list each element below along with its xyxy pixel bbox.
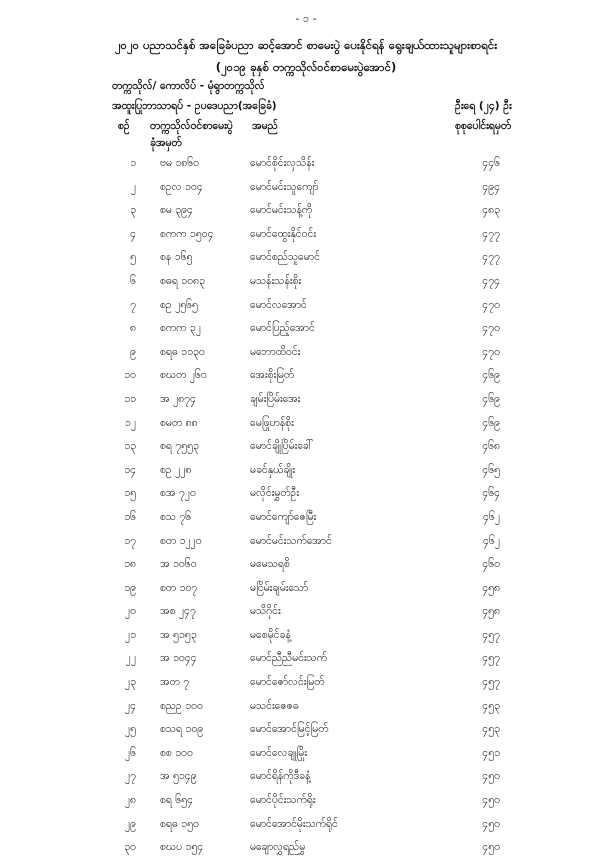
roll-number: စသရ ၁၀၉: [160, 723, 204, 736]
roll-number: အတ ၇: [160, 676, 190, 689]
total-score: ၄၅၃: [482, 699, 500, 712]
row-number: ၁၈: [124, 558, 136, 571]
table-row: [0, 509, 612, 533]
total-score: ၄၇၀: [482, 345, 500, 358]
student-name: မောင်စိုင်းလှသိန်း: [250, 157, 315, 169]
roll-number: စစ ၁၀၀: [160, 746, 193, 759]
total-score: ၄၅၀: [482, 817, 500, 830]
row-number: ၂၄: [124, 699, 136, 712]
document-subtitle: (၂၀၁၉ ခုနှစ် တက္ကသိုလ်ဝင်စာမေးပွဲအောင်): [215, 60, 397, 74]
total-score: ၄၆၅: [482, 463, 500, 476]
row-number: ၂၁: [124, 628, 136, 641]
row-number: ၂၅: [124, 723, 136, 736]
total-score: ၄၅၁: [482, 746, 500, 759]
total-score: ၄၆၄: [482, 487, 500, 500]
table-row: [0, 367, 612, 391]
row-number: ၂၃: [124, 676, 136, 689]
row-number: ၁၃: [124, 440, 136, 453]
roll-number: စရဓ ၁၅၀: [160, 817, 199, 830]
student-name: မောင်မင်းသူကျော်: [250, 180, 319, 193]
roll-number: စရ ၆၅၄: [160, 794, 193, 807]
row-number: ၁၅: [124, 487, 136, 500]
student-name: မချောလွှရည်မွှ: [250, 841, 306, 854]
total-score: ၄၅၈: [482, 605, 500, 618]
roll-number: စမတ ၈၈: [160, 416, 198, 429]
roll-number: စတ ၁၀၇: [160, 581, 198, 594]
roll-number: အ ၅၁၄၉: [160, 770, 197, 783]
table-row: [0, 674, 612, 698]
table-row: [0, 415, 612, 439]
row-number: ၆: [130, 274, 136, 287]
table-row: [0, 698, 612, 722]
table-row: [0, 391, 612, 415]
total-score: ၄၅၃: [482, 723, 500, 736]
total-score: ၄၇၇: [482, 227, 500, 240]
table-row: [0, 533, 612, 557]
column-header-total: စုစုပေါင်းရမှတ်: [455, 120, 512, 132]
table-row: [0, 462, 612, 486]
column-header-name: အမည်: [252, 120, 278, 132]
total-score: ၄၆၉: [482, 369, 500, 382]
total-score: ၄၅၀: [482, 794, 500, 807]
row-number: ၅: [130, 251, 136, 264]
roll-number: စဃပ ၁၅၄: [160, 841, 204, 854]
table-row: [0, 202, 612, 226]
row-number: ၁၆: [124, 510, 136, 523]
student-name: မသိဂိုင်း: [250, 605, 281, 618]
roll-number: အ ၁၀၆၀: [160, 558, 197, 571]
table-row: [0, 226, 612, 250]
student-name: မောင်ဇော်လင်းမြတ်: [250, 676, 325, 689]
roll-number: အ ၁၀၄၄: [160, 652, 197, 665]
results-table: [0, 155, 612, 863]
row-number: ၃၀: [124, 841, 136, 854]
total-score: ၄၆၂: [483, 534, 500, 547]
row-number: ၂: [130, 180, 136, 193]
student-name: မမေသရစိ: [250, 558, 290, 571]
column-header-roll: တက္ကသိုလ်ဝင်စာမေးပွဲ: [150, 120, 233, 132]
total-score: ၄၇၇: [482, 251, 500, 264]
roll-number: စကက ၃၂: [160, 322, 201, 335]
row-number: ၂၇: [124, 770, 136, 783]
row-number: ၄: [130, 227, 136, 240]
row-number: ၁၉: [124, 581, 136, 594]
roll-number: အစ ၂၄၇: [160, 605, 196, 618]
student-name: မောင်လအောင်: [250, 298, 307, 311]
column-header-roll-line2: ခုံအမှတ်: [150, 137, 182, 149]
roll-number: စအ ၇၂၀: [160, 487, 196, 500]
student-name: မစေမိုင်ခနံ့: [250, 628, 291, 641]
total-score: ၄၅၇: [482, 652, 500, 665]
roll-number: စကက ၁၅၀၄: [160, 227, 214, 240]
row-number: ၁: [130, 157, 136, 169]
row-number: ၂၆: [124, 746, 136, 759]
student-name: မသင်းဇေဇဓ: [250, 699, 299, 712]
student-name: မောင်ညီညီမင်းသက်: [250, 652, 328, 665]
row-number: ၃: [130, 204, 136, 217]
roll-number: ဗမ ၁၈၆၀: [160, 157, 200, 169]
total-score: ၄၄၆: [482, 157, 500, 169]
table-row: [0, 627, 612, 651]
table-row: [0, 179, 612, 203]
table-row: [0, 580, 612, 604]
table-row: [0, 839, 612, 863]
row-number: ၂၀: [124, 605, 136, 618]
student-name: မောင်ပြည့်အောင်: [250, 322, 315, 335]
table-row: [0, 249, 612, 273]
table-row: [0, 485, 612, 509]
row-number: ၈: [130, 322, 136, 335]
student-name: မောင်မင်းသန့်ကို: [250, 204, 313, 217]
table-row: [0, 273, 612, 297]
student-name: မောင်ချိုပြိမ်းခေါ်: [250, 440, 314, 453]
total-score: ၄၆၂: [483, 510, 500, 523]
total-score: ၄၆၈: [482, 440, 500, 453]
table-row: [0, 792, 612, 816]
row-number: ၁၇: [124, 534, 136, 547]
table-row: [0, 603, 612, 627]
total-score: ၄၅၀: [482, 841, 500, 854]
student-name: မောင်မင်းသက်အောင်: [250, 534, 332, 547]
total-score: ၄၇၀: [482, 298, 500, 311]
roll-number: စညဥ ၁၀၀: [160, 699, 203, 712]
student-name: မေဖြုဟန်စိုး: [250, 416, 294, 429]
row-number: ၂၂: [125, 652, 136, 665]
roll-number: စရဓ ၁၁၃၀: [160, 345, 205, 358]
roll-number: စဥလ ၁၀၄: [160, 180, 203, 193]
row-number: ၉: [130, 345, 136, 358]
student-name: ချမ်းပြိမ်းအေး: [250, 392, 301, 405]
total-score: ၄၅၇: [482, 628, 500, 641]
row-number: ၂၉: [124, 817, 136, 830]
total-score: ၄၆၉: [482, 392, 500, 405]
table-row: [0, 556, 612, 580]
row-number: ၇: [130, 298, 136, 311]
table-row: [0, 768, 612, 792]
total-score: ၄၈၃: [482, 204, 500, 217]
roll-number: စတ ၁၂၂၀: [160, 534, 202, 547]
total-score: ၄၅၀: [482, 770, 500, 783]
student-name: မဘောထိဝင်း: [250, 345, 301, 358]
table-row: [0, 320, 612, 344]
roll-number: စရ ၇၅၅၃: [160, 440, 199, 453]
total-score: ၄၇၄: [482, 274, 500, 287]
student-name: မလိုင်းမွှတ်ဦး: [250, 487, 300, 500]
student-name: မောင်စည်သူမောင်: [250, 251, 320, 264]
total-score: ၄၇၀: [482, 322, 500, 335]
roll-number: အ ၂၈၇၄: [160, 392, 196, 405]
student-name: မောင်အောင်မိုးသက်ရိုင်: [250, 817, 338, 830]
table-row: [0, 650, 612, 674]
total-score: ၄၅၈: [482, 581, 500, 594]
student-name: မောင်ကျော်ဇေမြီး: [250, 510, 317, 523]
table-row: [0, 297, 612, 321]
student-name: အေးစိုးမြတ်: [250, 369, 295, 382]
table-row: [0, 816, 612, 840]
roll-number: စသ ၇၆: [160, 510, 192, 523]
student-name: မောင်ရိန်ကိုဒီခနံ့: [250, 770, 311, 783]
column-header-number: စဉ်: [118, 120, 130, 132]
roll-number: စန ၁၆၅: [160, 251, 193, 264]
roll-number: စဃတ ၂၆၀: [160, 369, 207, 382]
table-row: [0, 745, 612, 769]
table-row: [0, 721, 612, 745]
specialization-label: အထူးပြုဘာသာရပ် - ဥပဒေပညာ(အခြေခံ): [112, 100, 277, 112]
university-label: တက္ကသိုလ်/ ကောလိပ် - မုံရွာတက္ကသိုလ်: [112, 80, 265, 92]
student-name: မသန်းသန်းစိုး: [250, 274, 302, 287]
student-name: မခင်နှယ်ချိုး: [250, 463, 296, 476]
total-score: ၄၉၄: [482, 180, 500, 193]
roll-number: စဥ ၂၅၆၅: [160, 298, 198, 311]
table-row: [0, 438, 612, 462]
row-number: ၁၄: [124, 463, 136, 476]
document-title: ၂၀၂၀ ပညာသင်နှစ် အခြေခံပညာ ဆင့်အောင် စာမေးပွဲ ပေးနိုင်ရန် ရွေးချယ်ထားသူများစာရင်း: [114, 38, 498, 52]
student-name: မောင်ပိုင်းသက်ရိုး: [250, 794, 316, 807]
student-name: မောင်ထွေးနိုင်ဝင်း: [250, 227, 316, 240]
row-number: ၁၂: [124, 416, 136, 429]
roll-number: စမ ၃၉၄: [160, 204, 193, 217]
row-number: ၂၈: [124, 794, 136, 807]
roll-number: စဥ ၂၂၈: [160, 463, 192, 476]
row-number: ၁၀: [124, 369, 136, 382]
student-name: မောင်လေချုမြိုး: [250, 746, 307, 759]
student-count: ဦးရေ (၂၄) ဦး: [455, 100, 512, 112]
student-name: မောင်အောင်မြင့်မြတ်: [250, 723, 329, 736]
row-number: ၁၁: [124, 392, 136, 405]
roll-number: စဓရ ၁၀၈၃: [160, 274, 205, 287]
total-score: ၄၆၀: [482, 558, 500, 571]
page-number: - ၁ -: [295, 12, 317, 25]
total-score: ၄၅၇: [482, 676, 500, 689]
student-name: မငြိမ်းချမ်းသော်: [250, 581, 309, 594]
table-row: [0, 344, 612, 368]
total-score: ၄၆၉: [482, 416, 500, 429]
roll-number: အ ၅၁၅၃: [160, 628, 197, 641]
table-row: [0, 155, 612, 179]
